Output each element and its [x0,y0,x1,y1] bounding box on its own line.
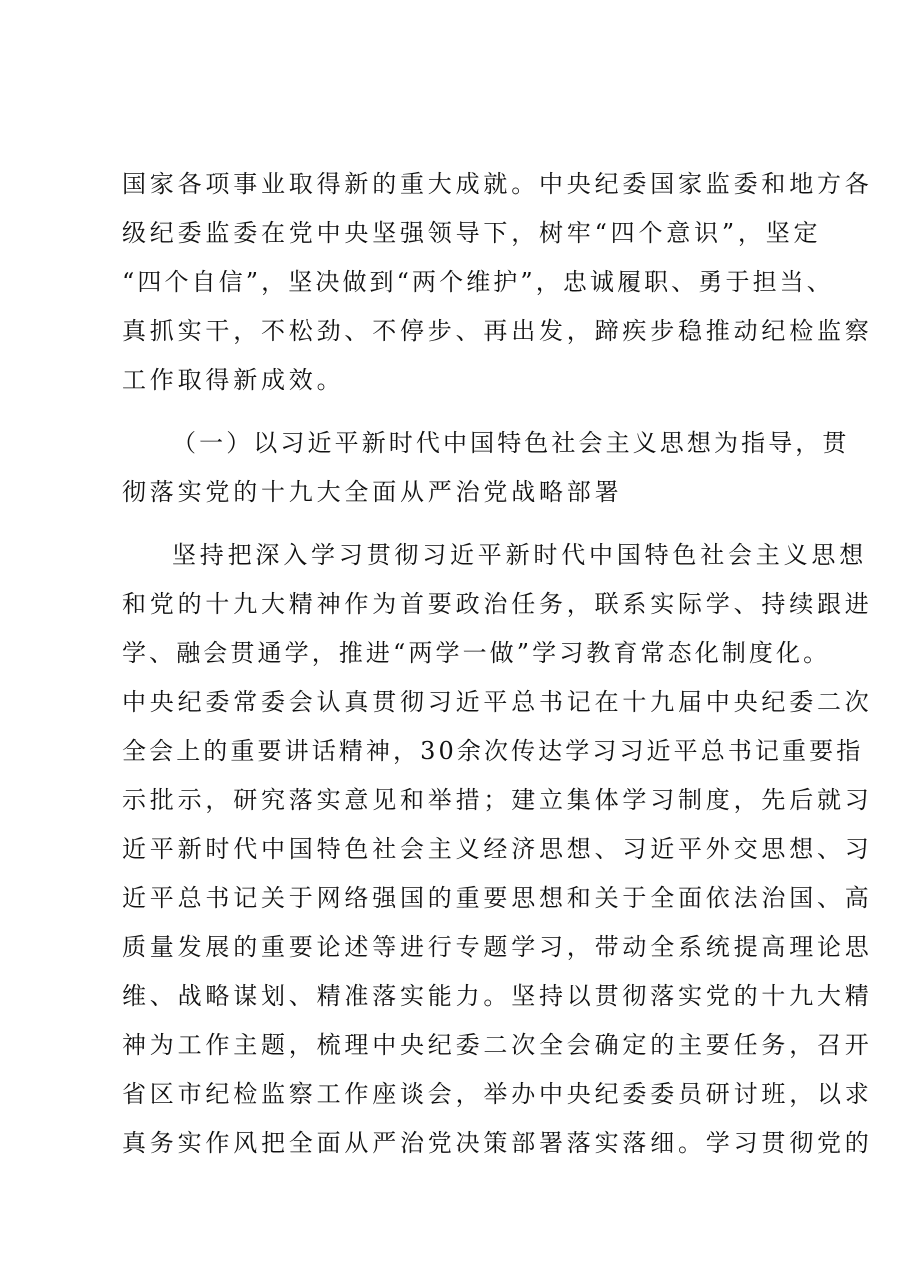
paragraph-2-line-3: 学、融会贯通学，推进“两学一做”学习教育常态化制度化。 [122,639,831,667]
paragraph-2-line-9: 质量发展的重要论述等进行专题学习，带动全系统提高理论思 [122,933,873,961]
paragraph-2-line-13: 真务实作风把全面从严治党决策部署落实落细。学习贯彻党的 [122,1129,873,1157]
paragraph-1-line-3: “四个自信”，坚决做到“两个维护”，忠诚履职、勇于担当、 [122,268,834,296]
paragraph-2-line-7: 近平新时代中国特色社会主义经济思想、习近平外交思想、习 [122,835,873,863]
paragraph-2-line-2: 和党的十九大精神作为首要政治任务，联系实际学、持续跟进 [122,590,873,618]
document-body [122,160,873,1168]
spacer [122,405,822,419]
paragraph-2-line-12: 省区市纪检监察工作座谈会，举办中央纪委委员研讨班，以求 [122,1080,873,1108]
section-heading-line-1: （一）以习近平新时代中国特色社会主义思想为指导，贯 [172,429,850,457]
paragraph-1-line-4: 真抓实干，不松劲、不停步、再出发，蹄疾步稳推动纪检监察 [122,317,873,345]
paragraph-2-line-4: 中央纪委常委会认真贯彻习近平总书记在十九届中央纪委二次 [122,688,873,716]
spacer [122,517,822,531]
paragraph-2-line-11: 神为工作主题，梳理中央纪委二次全会确定的主要任务，召开 [122,1031,873,1059]
paragraph-2-line-1: 坚持把深入学习贯彻习近平新时代中国特色社会主义思想 [172,541,867,569]
paragraph-2-line-5: 全会上的重要讲话精神，30余次传达学习习近平总书记重要指 [122,737,864,765]
paragraph-1-line-1: 国家各项事业取得新的重大成就。中央纪委国家监委和地方各 [122,170,873,198]
paragraph-2-line-10: 维、战略谋划、精准落实能力。坚持以贯彻落实党的十九大精 [122,982,873,1010]
section-heading-line-2: 彻落实党的十九大全面从严治党战略部署 [122,478,623,506]
paragraph-1-line-5: 工作取得新成效。 [122,366,345,394]
paragraph-2-line-6: 示批示，研究落实意见和举措；建立集体学习制度，先后就习 [122,786,873,814]
paragraph-2-line-8: 近平总书记关于网络强国的重要思想和关于全面依法治国、高 [122,884,873,912]
paragraph-1-line-2: 级纪委监委在党中央坚强领导下，树牢“四个意识”，坚定 [122,219,822,247]
